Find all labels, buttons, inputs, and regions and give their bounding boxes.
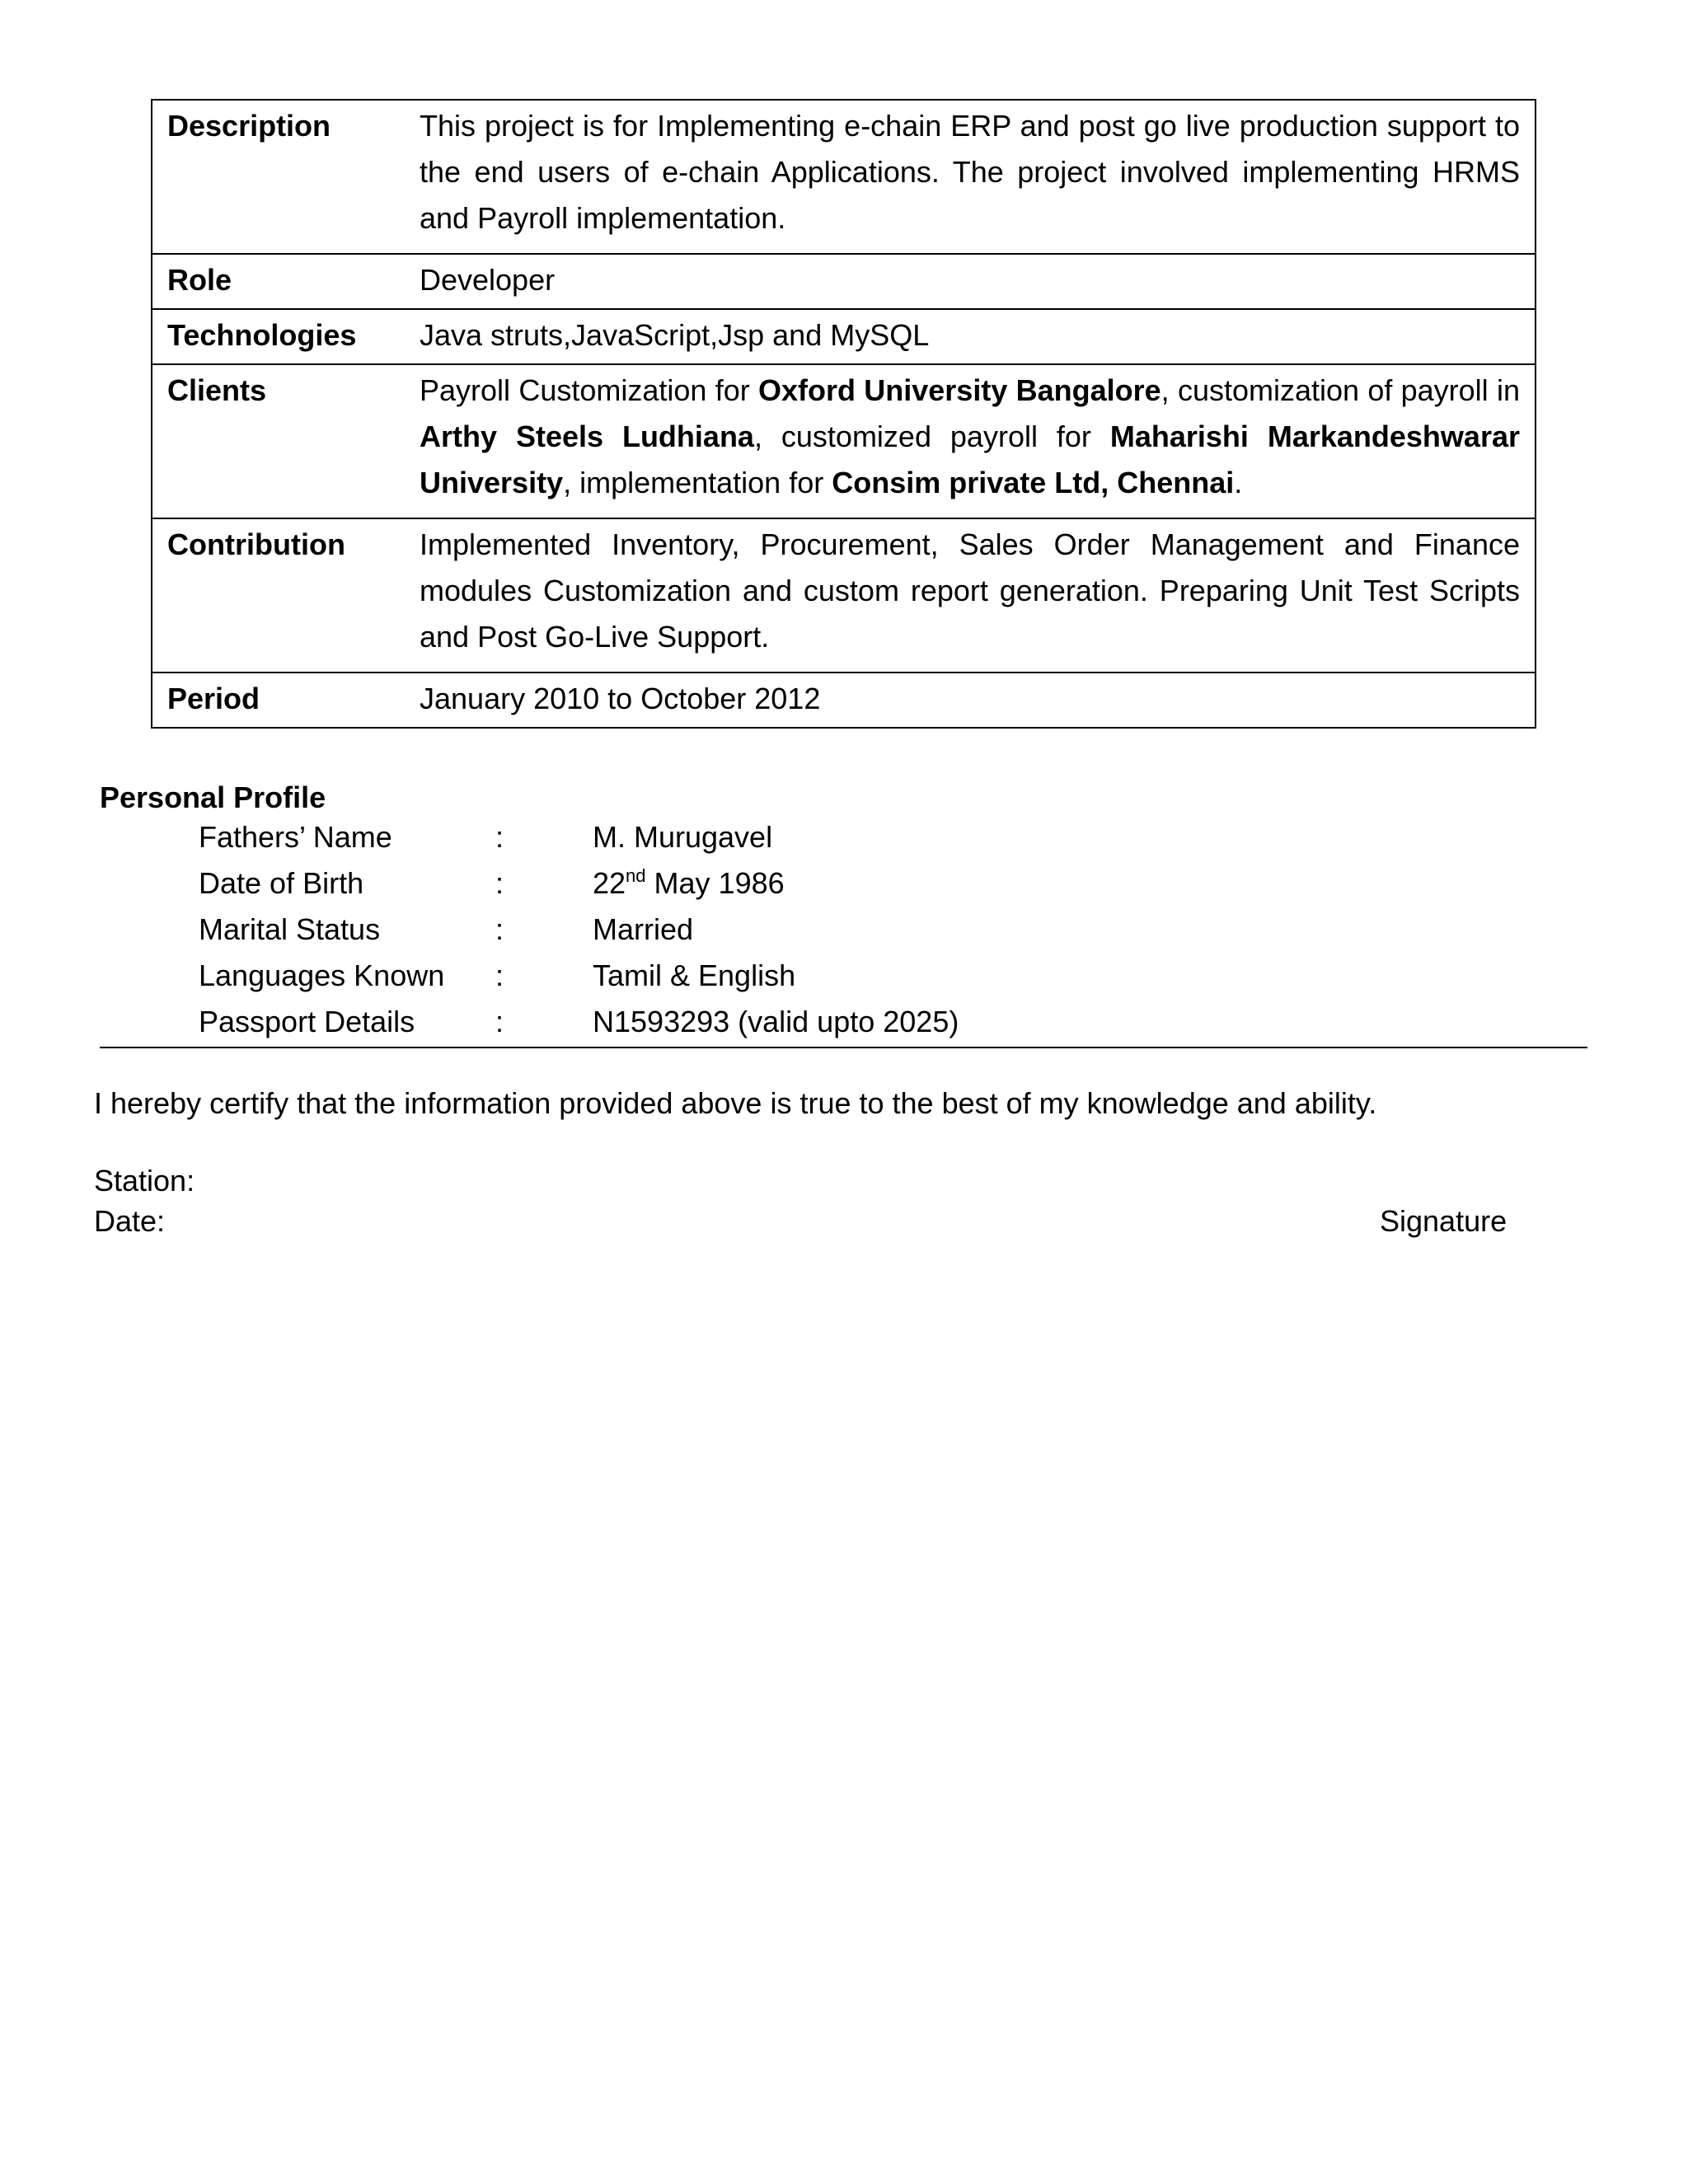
passport-label: Passport Details (199, 1005, 415, 1038)
horizontal-divider (100, 1047, 1587, 1048)
declaration-text: I hereby certify that the information provided above is true to the best of my knowledge and ability. (94, 1086, 1377, 1120)
languages-label: Languages Known (199, 958, 445, 992)
clients-label: Clients (152, 364, 405, 518)
profile-row-marital-status (199, 907, 959, 953)
fathers-name-value: M. Murugavel (593, 820, 773, 854)
contribution-label: Contribution (152, 518, 405, 673)
date-of-birth-value (593, 860, 785, 907)
personal-profile-heading: Personal Profile (100, 780, 326, 814)
marital-status-label: Marital Status (199, 912, 381, 946)
technologies-label: Technologies (152, 309, 405, 364)
client-arthy-steels: Arthy Steels Ludhiana (420, 419, 754, 453)
contribution-value: Implemented Inventory, Procurement, Sales Order Management and Finance modules Customization and custom report generation. Preparing Unit Test Scripts and Post Go-Live Support. (405, 518, 1536, 673)
profile-row-fathers-name (199, 814, 959, 860)
separator: : (495, 1005, 504, 1038)
station-label: Station: (94, 1164, 195, 1197)
role-label: Role (152, 254, 405, 309)
table-row-role (152, 254, 1536, 309)
client-maharishi-university: Maharishi Markandeshwarar University (420, 419, 1520, 499)
signature-label: Signature (1380, 1204, 1507, 1238)
project-details-table (151, 99, 1536, 729)
role-value: Developer (405, 254, 1536, 309)
profile-row-passport (199, 999, 959, 1045)
clients-text-5: . (1234, 466, 1243, 499)
dob-ordinal-suffix: nd (626, 865, 646, 886)
marital-status-value: Married (593, 912, 694, 946)
description-value: This project is for Implementing e-chain ERP and post go live production support to the end users of e-chain Applications. The project involved implementing HRMS and Payroll implementation. (405, 100, 1536, 254)
fathers-name-label: Fathers’ Name (199, 820, 392, 854)
client-consim: Consim private Ltd, Chennai (832, 466, 1235, 499)
date-label: Date: (94, 1204, 166, 1238)
languages-value: Tamil & English (593, 958, 796, 992)
table-row-technologies (152, 309, 1536, 364)
technologies-value: Java struts,JavaScript,Jsp and MySQL (405, 309, 1536, 364)
profile-row-languages (199, 953, 959, 999)
table-row-period (152, 673, 1536, 728)
dob-month-year: May 1986 (645, 866, 785, 900)
table-row-clients (152, 364, 1536, 518)
client-oxford-university: Oxford University Bangalore (757, 373, 1161, 407)
personal-profile-list (199, 814, 959, 1045)
clients-text-3: , customized payroll for (753, 419, 1110, 453)
passport-value: N1593293 (valid upto 2025) (593, 1005, 959, 1038)
table-row-description (152, 100, 1536, 254)
profile-row-date-of-birth (199, 860, 959, 907)
table-row-contribution (152, 518, 1536, 673)
clients-text-4: , implementation for (563, 466, 832, 499)
period-label: Period (152, 673, 405, 728)
clients-text-2: , customization of payroll in (1160, 373, 1520, 407)
separator: : (495, 912, 504, 946)
separator: : (495, 866, 504, 900)
separator: : (495, 820, 504, 854)
period-value: January 2010 to October 2012 (405, 673, 1536, 728)
dob-day: 22 (593, 866, 626, 900)
separator: : (495, 958, 504, 992)
description-label: Description (152, 100, 405, 254)
clients-value (405, 364, 1536, 518)
clients-text-1: Payroll Customization for (420, 373, 758, 407)
date-of-birth-label: Date of Birth (199, 866, 364, 900)
